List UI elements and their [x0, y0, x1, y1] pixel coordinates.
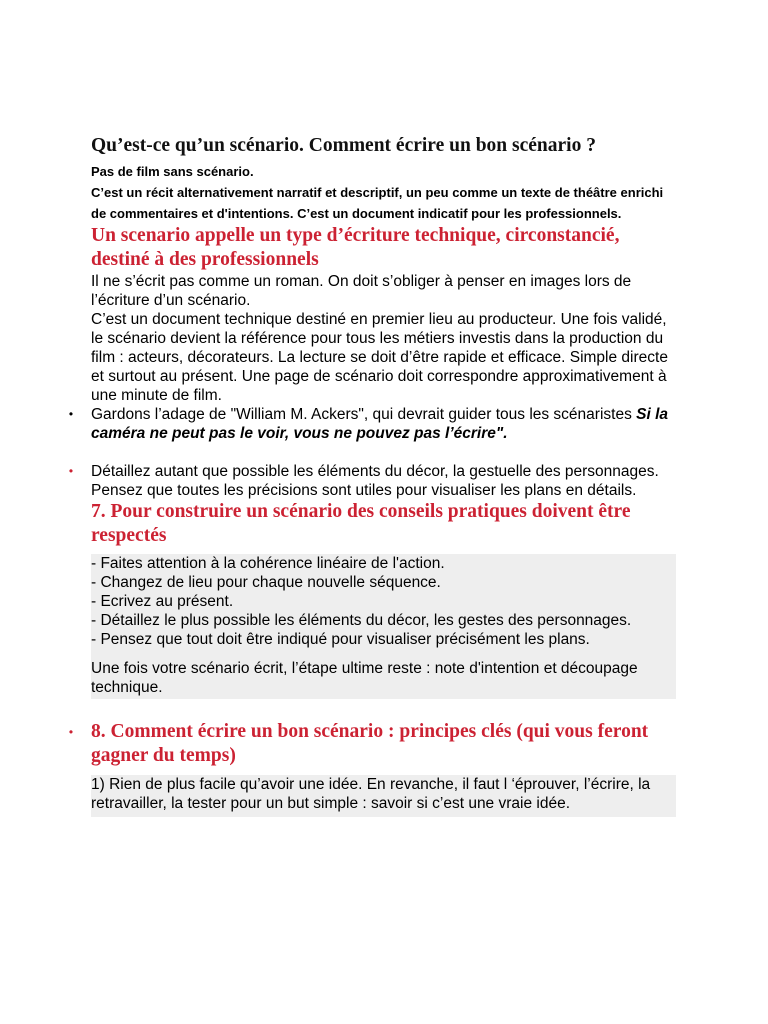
- bullet-item-heading-8: [68, 720, 676, 768]
- bullet-item-details: [68, 462, 676, 500]
- adage-paragraph: [91, 405, 676, 443]
- details-paragraph: Détaillez autant que possible les éléments du décor, la gestuelle des personnages. Pensez que toutes les précisions sont utiles pour visualiser les plans en détails.: [91, 463, 659, 499]
- bullet-icon: •: [68, 464, 74, 478]
- bullet-icon: •: [68, 725, 74, 739]
- principle-box: [91, 775, 676, 817]
- bullet-item-adage: [68, 405, 676, 443]
- paragraph-images: Il ne s’écrit pas comme un roman. On doit s’obliger à penser en images lors de l’écriture d’un scénario.: [91, 273, 632, 309]
- lead-text: Pas de film sans scénario.: [91, 164, 254, 179]
- section-heading-7: 7. Pour construire un scénario des conseils pratiques doivent être respectés: [91, 501, 631, 546]
- tips-conclusion: Une fois votre scénario écrit, l’étape ultime reste : note d'intention et découpage technique.: [91, 660, 638, 696]
- section-heading-technical: Un scenario appelle un type d’écriture technique, circonstancié, destiné à des professionnels: [91, 225, 620, 270]
- bullet-icon: •: [68, 407, 74, 421]
- tips-box: [91, 554, 676, 699]
- document-page: [68, 134, 676, 817]
- principle-1: 1) Rien de plus facile qu’avoir une idée. En revanche, il faut l ‘éprouver, l’écrire, la retravailler, la tester pour un but simple : savoir si c’est une vraie idée.: [91, 776, 651, 812]
- tip-item: - Changez de lieu pour chaque nouvelle séquence.: [91, 574, 441, 591]
- adage-text: Gardons l’adage de "William M. Ackers", qui devrait guider tous les scénaristes: [91, 406, 632, 423]
- paragraph-technical-document: C’est un document technique destiné en premier lieu au producteur. Une fois validé, le scénario devient la référence pour tous les métiers investis dans la production du film : acteurs, décorateurs. La lecture se doit d’être rapide et efficace. Simple directe et surtout au présent. Une page de scénario doit correspondre approximativement à une minute de film.: [91, 311, 668, 404]
- tip-item: - Détaillez le plus possible les éléments du décor, les gestes des personnages.: [91, 612, 632, 629]
- intro-text: C’est un récit alternativement narratif et descriptif, un peu comme un texte de théâtre enrichi de commentaires et d'intentions. C’est un document indicatif pour les professionnels.: [91, 185, 664, 221]
- document-title: Qu’est-ce qu’un scénario. Comment écrire un bon scénario ?: [91, 135, 596, 156]
- tip-item: - Ecrivez au présent.: [91, 593, 234, 610]
- section-heading-8: 8. Comment écrire un bon scénario : principes clés (qui vous feront gagner du temps): [91, 721, 649, 766]
- tip-item: - Faites attention à la cohérence linéaire de l'action.: [91, 555, 445, 572]
- tip-item: - Pensez que tout doit être indiqué pour visualiser précisément les plans.: [91, 631, 590, 648]
- adage-quote: Si la caméra ne peut pas le voir, vous ne pouvez pas l’écrire".: [91, 406, 669, 442]
